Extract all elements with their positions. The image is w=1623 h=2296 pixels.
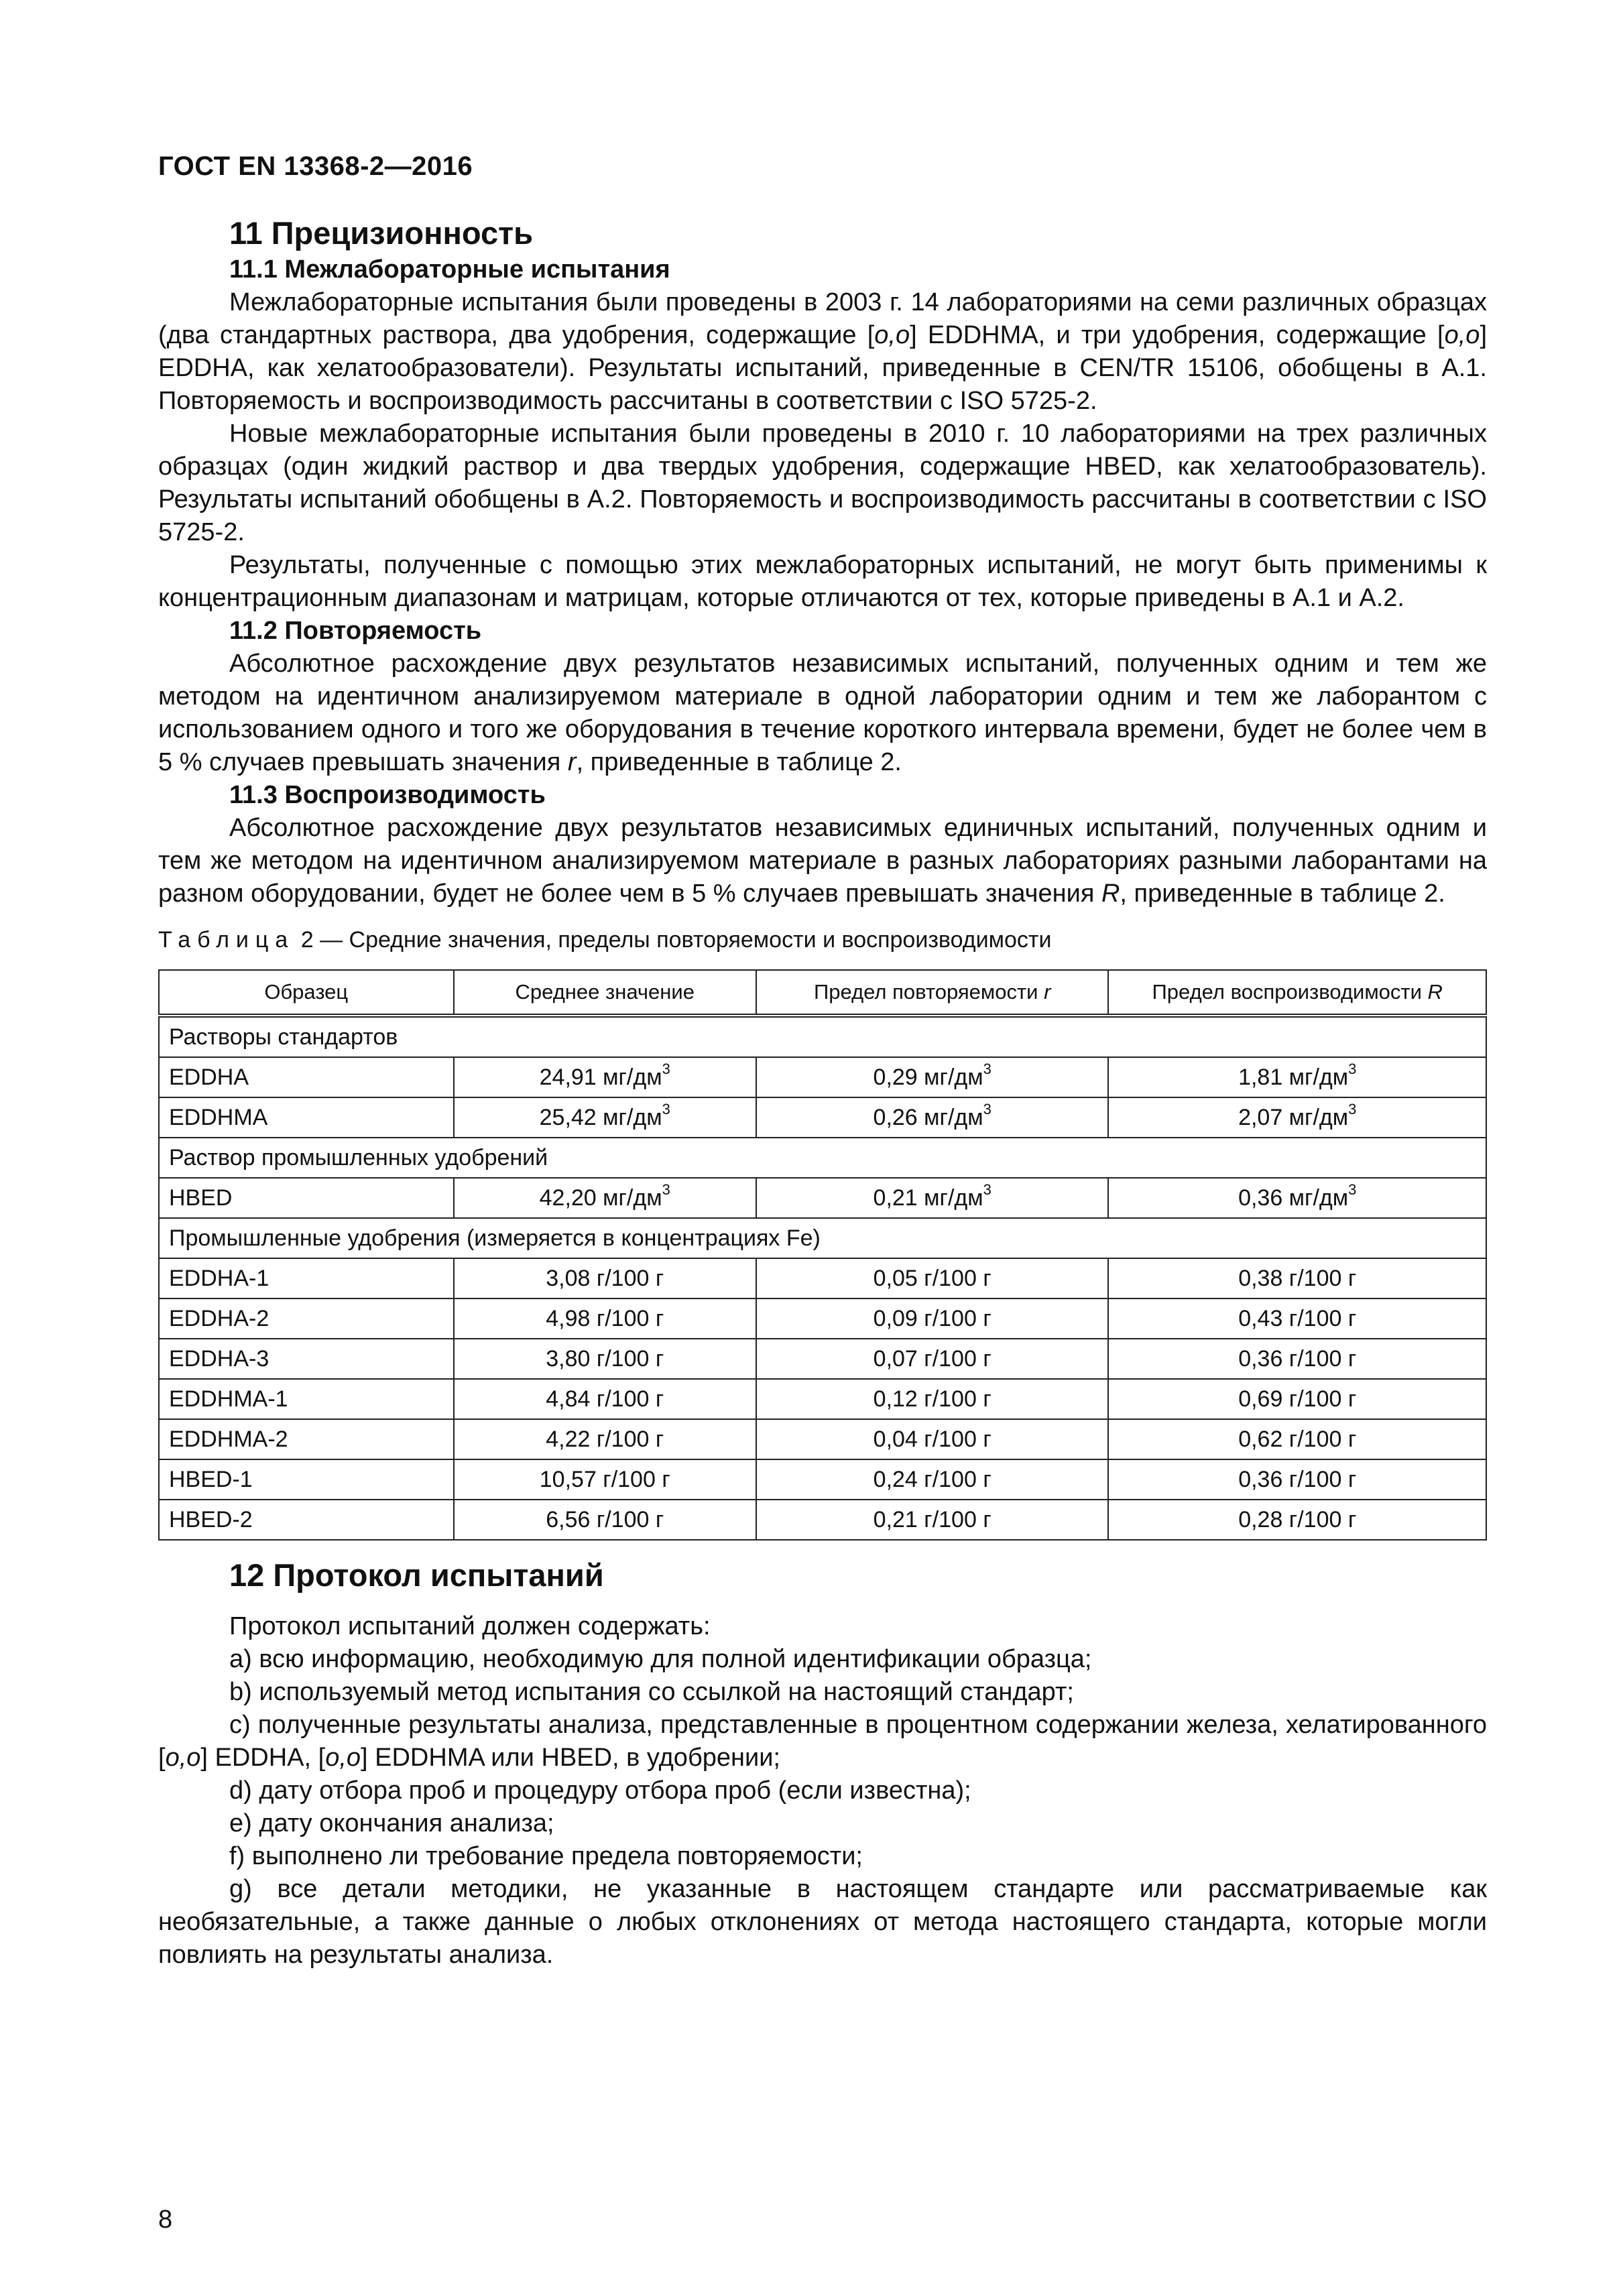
value-cell bbox=[454, 1459, 756, 1500]
paragraph: Новые межлабораторные испытания были проведены в 2010 г. 10 лабораториями на трех различных образцах (один жидкий раствор и два твердых удобрения, содержащие HBED, как хелатообразователь). Результаты испытаний обобщены в А.2. Повторяемость и воспроизводимость рассчитаны в соответствии с ISO 5725-2. bbox=[158, 420, 1487, 546]
sample-cell bbox=[159, 1500, 454, 1540]
group-title: Промышленные удобрения (измеряется в концентрациях Fe) bbox=[159, 1218, 1486, 1258]
list-item: c) полученные результаты анализа, представленные в процентном содержании железа, хелатированного [o,o] EDDHA, [o,o] EDDHMA или HBED, в удобрении; bbox=[158, 1711, 1487, 1772]
table-row bbox=[159, 1459, 1486, 1500]
cell-text: HBED-1 bbox=[169, 1467, 253, 1492]
value-cell bbox=[454, 1258, 756, 1298]
sample-cell bbox=[159, 1459, 454, 1500]
cell-text: 0,21 г/100 г bbox=[873, 1507, 991, 1532]
cell-text: 0,38 г/100 г bbox=[1238, 1266, 1357, 1291]
cell-text: 0,29 мг/дм bbox=[873, 1065, 983, 1090]
value-cell bbox=[1108, 1419, 1486, 1459]
cell-text: 10,57 г/100 г bbox=[539, 1467, 670, 1492]
cell-text: 6,56 г/100 г bbox=[546, 1507, 664, 1532]
unit-exponent: 3 bbox=[1348, 1181, 1357, 1198]
cell-text: 4,22 г/100 г bbox=[546, 1427, 664, 1452]
value-cell bbox=[1108, 1500, 1486, 1540]
cell-text: 0,04 г/100 г bbox=[873, 1427, 991, 1452]
cell-text: 4,84 г/100 г bbox=[546, 1386, 664, 1412]
cell-text: 2,07 мг/дм bbox=[1238, 1105, 1349, 1130]
table-body bbox=[159, 1016, 1486, 1540]
cell-text: EDDHA-3 bbox=[169, 1346, 269, 1372]
list-item: f) выполнено ли требование предела повторяемости; bbox=[229, 1842, 863, 1870]
value-cell bbox=[1108, 1258, 1486, 1298]
cell-text: EDDHMA-1 bbox=[169, 1386, 288, 1412]
cell-text: 4,98 г/100 г bbox=[546, 1306, 664, 1331]
table-group-row bbox=[159, 1016, 1486, 1057]
table-row bbox=[159, 1379, 1486, 1419]
sample-cell bbox=[159, 1339, 454, 1379]
value-cell bbox=[1108, 1298, 1486, 1339]
unit-exponent: 3 bbox=[662, 1100, 670, 1117]
value-cell bbox=[756, 1298, 1108, 1339]
value-cell bbox=[756, 1500, 1108, 1540]
paragraph: Результаты, полученные с помощью этих межлабораторных испытаний, не могут быть применимы к концентрационным диапазонам и матрицам, которые отличаются от тех, которые приведены в А.1 и А.2. bbox=[158, 551, 1487, 612]
list-item: e) дату окончания анализа; bbox=[229, 1809, 554, 1837]
sample-cell bbox=[159, 1178, 454, 1218]
table-row bbox=[159, 1298, 1486, 1339]
column-header-text: Предел воспроизводимости R bbox=[1152, 980, 1443, 1004]
cell-text: 0,09 г/100 г bbox=[873, 1306, 991, 1331]
paragraph: Абсолютное расхождение двух результатов независимых единичных испытаний, полученных одним и тем же методом на идентичном анализируемом материале в разных лабораториях разными лаборантами на разном оборудовании, будет не более чем в 5 % случаев превышать значения R, приведенные в таблице 2. bbox=[158, 814, 1487, 908]
value-cell bbox=[454, 1298, 756, 1339]
section-11-3-title: 11.3 Воспроизводимость bbox=[229, 781, 546, 809]
value-cell bbox=[1108, 1339, 1486, 1379]
unit-exponent: 3 bbox=[1348, 1100, 1357, 1117]
paragraph: Абсолютное расхождение двух результатов независимых испытаний, полученных одним и тем же методом на идентичном анализируемом материале в одной лаборатории одним и тем же лаборантом с использованием одного и того же оборудования в течение короткого интервала времени, будет не более чем в 5 % случаев превышать значения r, приведенные в таблице 2. bbox=[158, 650, 1487, 776]
table-caption-text: 2 — Средние значения, пределы повторяемости и воспроизводимости bbox=[294, 927, 1052, 953]
section-11-2-title: 11.2 Повторяемость bbox=[229, 617, 482, 645]
unit-exponent: 3 bbox=[983, 1060, 991, 1077]
sample-cell bbox=[159, 1258, 454, 1298]
value-cell bbox=[454, 1057, 756, 1097]
value-cell bbox=[454, 1500, 756, 1540]
value-cell bbox=[454, 1097, 756, 1138]
report-requirements-list bbox=[158, 1610, 1487, 1972]
value-cell bbox=[1108, 1379, 1486, 1419]
cell-text: 0,12 г/100 г bbox=[873, 1386, 991, 1412]
list-item: g) все детали методики, не указанные в настоящем стандарте или рассматриваемые как необязательные, а также данные о любых отклонениях от метода настоящего стандарта, которые могли повлиять на результаты анализа. bbox=[158, 1875, 1487, 1969]
list-item: d) дату отбора проб и процедуру отбора проб (если известна); bbox=[229, 1776, 971, 1805]
sample-cell bbox=[159, 1298, 454, 1339]
table-group-row bbox=[159, 1218, 1486, 1258]
cell-text: 0,36 г/100 г bbox=[1238, 1467, 1357, 1492]
unit-exponent: 3 bbox=[662, 1181, 670, 1198]
unit-exponent: 3 bbox=[983, 1100, 991, 1117]
list-intro: Протокол испытаний должен содержать: bbox=[229, 1612, 711, 1640]
cell-text: 0,36 г/100 г bbox=[1238, 1346, 1357, 1372]
section-12-title: 12 Протокол испытаний bbox=[229, 1557, 604, 1593]
section-11-1-title: 11.1 Межлабораторные испытания bbox=[229, 255, 670, 284]
cell-text: 0,24 г/100 г bbox=[873, 1467, 991, 1492]
value-cell bbox=[756, 1057, 1108, 1097]
group-title: Растворы стандартов bbox=[159, 1016, 1486, 1057]
cell-text: 0,07 г/100 г bbox=[873, 1346, 991, 1372]
cell-text: 0,43 г/100 г bbox=[1238, 1306, 1357, 1331]
table-caption-word: Таблица bbox=[158, 927, 295, 953]
table-row bbox=[159, 1097, 1486, 1138]
cell-text: 25,42 мг/дм bbox=[539, 1105, 662, 1130]
table-header-row bbox=[159, 970, 1486, 1016]
table-group-row bbox=[159, 1138, 1486, 1178]
table-row bbox=[159, 1178, 1486, 1218]
table-row bbox=[159, 1258, 1486, 1298]
value-cell bbox=[756, 1258, 1108, 1298]
table-row bbox=[159, 1500, 1486, 1540]
cell-text: EDDHMA-2 bbox=[169, 1427, 288, 1452]
section-11-title: 11 Прецизионность bbox=[229, 215, 534, 251]
cell-text: 0,21 мг/дм bbox=[873, 1185, 983, 1211]
cell-text: HBED bbox=[169, 1185, 233, 1211]
cell-text: 0,62 г/100 г bbox=[1238, 1427, 1357, 1452]
sample-cell bbox=[159, 1057, 454, 1097]
cell-text: HBED-2 bbox=[169, 1507, 253, 1532]
paragraph: Межлабораторные испытания были проведены в 2003 г. 14 лабораториями на семи различных образцах (два стандартных раствора, два удобрения, содержащие [o,o] EDDHMA, и три удобрения, содержащие [o,o] EDDHA, как хелатообразователи). Результаты испытаний, приведенные в CEN/TR 15106, обобщены в А.1. Повторяемость и воспроизводимость рассчитаны в соответствии с ISO 5725-2. bbox=[158, 288, 1487, 415]
sample-cell bbox=[159, 1379, 454, 1419]
cell-text: EDDHA-2 bbox=[169, 1306, 269, 1331]
cell-text: 1,81 мг/дм bbox=[1238, 1065, 1349, 1090]
value-cell bbox=[1108, 1097, 1486, 1138]
unit-exponent: 3 bbox=[1348, 1060, 1357, 1077]
column-header-text: Предел повторяемости r bbox=[813, 980, 1051, 1004]
cell-text: 0,26 мг/дм bbox=[873, 1105, 983, 1130]
cell-text: 0,28 г/100 г bbox=[1238, 1507, 1357, 1532]
column-header bbox=[756, 970, 1108, 1016]
value-cell bbox=[1108, 1057, 1486, 1097]
document-header: ГОСТ EN 13368-2—2016 bbox=[158, 152, 473, 181]
unit-exponent: 3 bbox=[983, 1181, 991, 1198]
value-cell bbox=[756, 1459, 1108, 1500]
cell-text: EDDHMA bbox=[169, 1105, 268, 1130]
value-cell bbox=[454, 1178, 756, 1218]
column-header: Образец bbox=[159, 970, 454, 1016]
cell-text: 42,20 мг/дм bbox=[539, 1185, 662, 1211]
value-cell bbox=[756, 1339, 1108, 1379]
table-caption bbox=[158, 925, 1487, 955]
value-cell bbox=[756, 1419, 1108, 1459]
cell-text: EDDHA bbox=[169, 1065, 249, 1090]
cell-text: 24,91 мг/дм bbox=[539, 1065, 662, 1090]
value-cell bbox=[454, 1339, 756, 1379]
cell-text: 0,05 г/100 г bbox=[873, 1266, 991, 1291]
page-content bbox=[158, 213, 1487, 1972]
column-header: Среднее значение bbox=[454, 970, 756, 1016]
cell-text: 3,80 г/100 г bbox=[546, 1346, 664, 1372]
table-row bbox=[159, 1339, 1486, 1379]
column-header bbox=[1108, 970, 1486, 1016]
cell-text: 3,08 г/100 г bbox=[546, 1266, 664, 1291]
value-cell bbox=[454, 1419, 756, 1459]
page-number: 8 bbox=[158, 2206, 173, 2234]
value-cell bbox=[1108, 1178, 1486, 1218]
value-cell bbox=[756, 1178, 1108, 1218]
unit-exponent: 3 bbox=[662, 1060, 670, 1077]
list-item: a) всю информацию, необходимую для полной идентификации образца; bbox=[229, 1645, 1092, 1673]
value-cell bbox=[454, 1379, 756, 1419]
sample-cell bbox=[159, 1419, 454, 1459]
table-row bbox=[159, 1057, 1486, 1097]
value-cell bbox=[756, 1097, 1108, 1138]
table-row bbox=[159, 1419, 1486, 1459]
value-cell bbox=[756, 1379, 1108, 1419]
cell-text: EDDHA-1 bbox=[169, 1266, 269, 1291]
group-title: Раствор промышленных удобрений bbox=[159, 1138, 1486, 1178]
cell-text: 0,36 мг/дм bbox=[1238, 1185, 1349, 1211]
results-table bbox=[158, 969, 1487, 1540]
cell-text: 0,69 г/100 г bbox=[1238, 1386, 1357, 1412]
value-cell bbox=[1108, 1459, 1486, 1500]
sample-cell bbox=[159, 1097, 454, 1138]
list-item: b) используемый метод испытания со ссылкой на настоящий стандарт; bbox=[229, 1678, 1074, 1706]
